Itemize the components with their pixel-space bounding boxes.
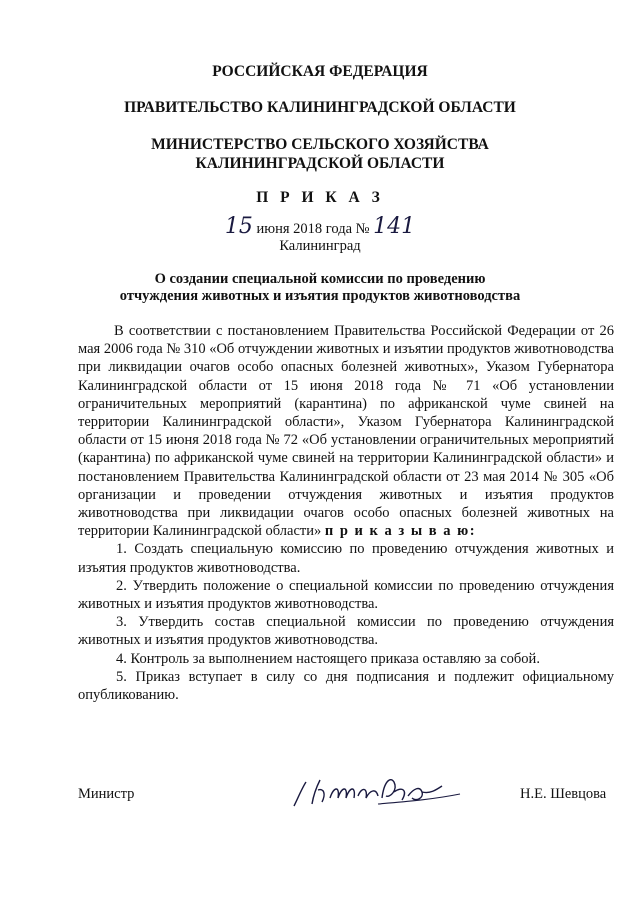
- order-word: п р и к а з ы в а ю:: [324, 523, 477, 540]
- order-item-1: 1. Создать специальную комиссию по проведению отчуждения животных и изъятия продуктов животноводства.: [78, 541, 614, 576]
- date-number-line: [0, 214, 640, 239]
- document-body: [78, 322, 614, 704]
- country-header: РОССИЙСКАЯ ФЕДЕРАЦИЯ: [212, 63, 428, 80]
- handwritten-number: 141: [373, 214, 416, 239]
- ministry-header-line2: КАЛИНИНГРАДСКОЙ ОБЛАСТИ: [195, 155, 445, 172]
- preamble-paragraph: [78, 322, 614, 540]
- order-item-2: 2. Утвердить положение о специальной комиссии по проведению отчуждения животных и изъятия продуктов животноводства.: [78, 577, 614, 613]
- signatory-position: Министр: [78, 786, 135, 802]
- preamble-text: В соответствии с постановлением Правительства Российской Федерации от 26 мая 2006 года № 310 «Об отчуждении животных и изъятии продуктов животноводства при ликвидации очагов особо опасных болезней животных», Указом Губернатора Калининградской области от 15 июня 2018 года № 71 «Об установлении ограничительных мероприятий (карантина) по африканской чуме свиней на территории Калининградской области», Указом Губернатора Калининградской области от 15 июня 2018 года № 72 «Об установлении ограничительных мероприятий (карантина) по африканской чуме свиней на территории Калининградской области» и постановлением Правительства Калининградской области от 23 мая 2014 № 305 «Об организации и проведении отчуждения животных и изъятия продуктов животноводства при ликвидации очагов особо опасных болезней животных на территории Калининградской области»: [78, 323, 614, 540]
- ministry-header-line1: МИНИСТЕРСТВО СЕЛЬСКОГО ХОЗЯЙСТВА: [151, 136, 489, 153]
- order-item-3: 3. Утвердить состав специальной комиссии по проведению отчуждения животных и изъятия продуктов животноводства.: [78, 614, 614, 649]
- signatory-name: Н.Е. Шевцова: [520, 786, 607, 802]
- date-month-year: июня 2018 года №: [256, 221, 370, 237]
- title-line2: отчуждения животных и изъятия продуктов животноводства: [119, 288, 521, 304]
- government-header: ПРАВИТЕЛЬСТВО КАЛИНИНГРАДСКОЙ ОБЛАСТИ: [124, 99, 516, 116]
- city: Калининград: [279, 238, 361, 254]
- order-item-4: 4. Контроль за выполнением настоящего приказа оставляю за собой.: [116, 650, 540, 667]
- handwritten-day: 15: [224, 214, 253, 239]
- title-line1: О создании специальной комиссии по проведению: [154, 271, 486, 287]
- handwritten-signature: [290, 768, 465, 816]
- order-item-5: 5. Приказ вступает в силу со дня подписания и подлежит официальному опубликованию.: [78, 668, 614, 704]
- document-type: П Р И К А З: [256, 189, 384, 206]
